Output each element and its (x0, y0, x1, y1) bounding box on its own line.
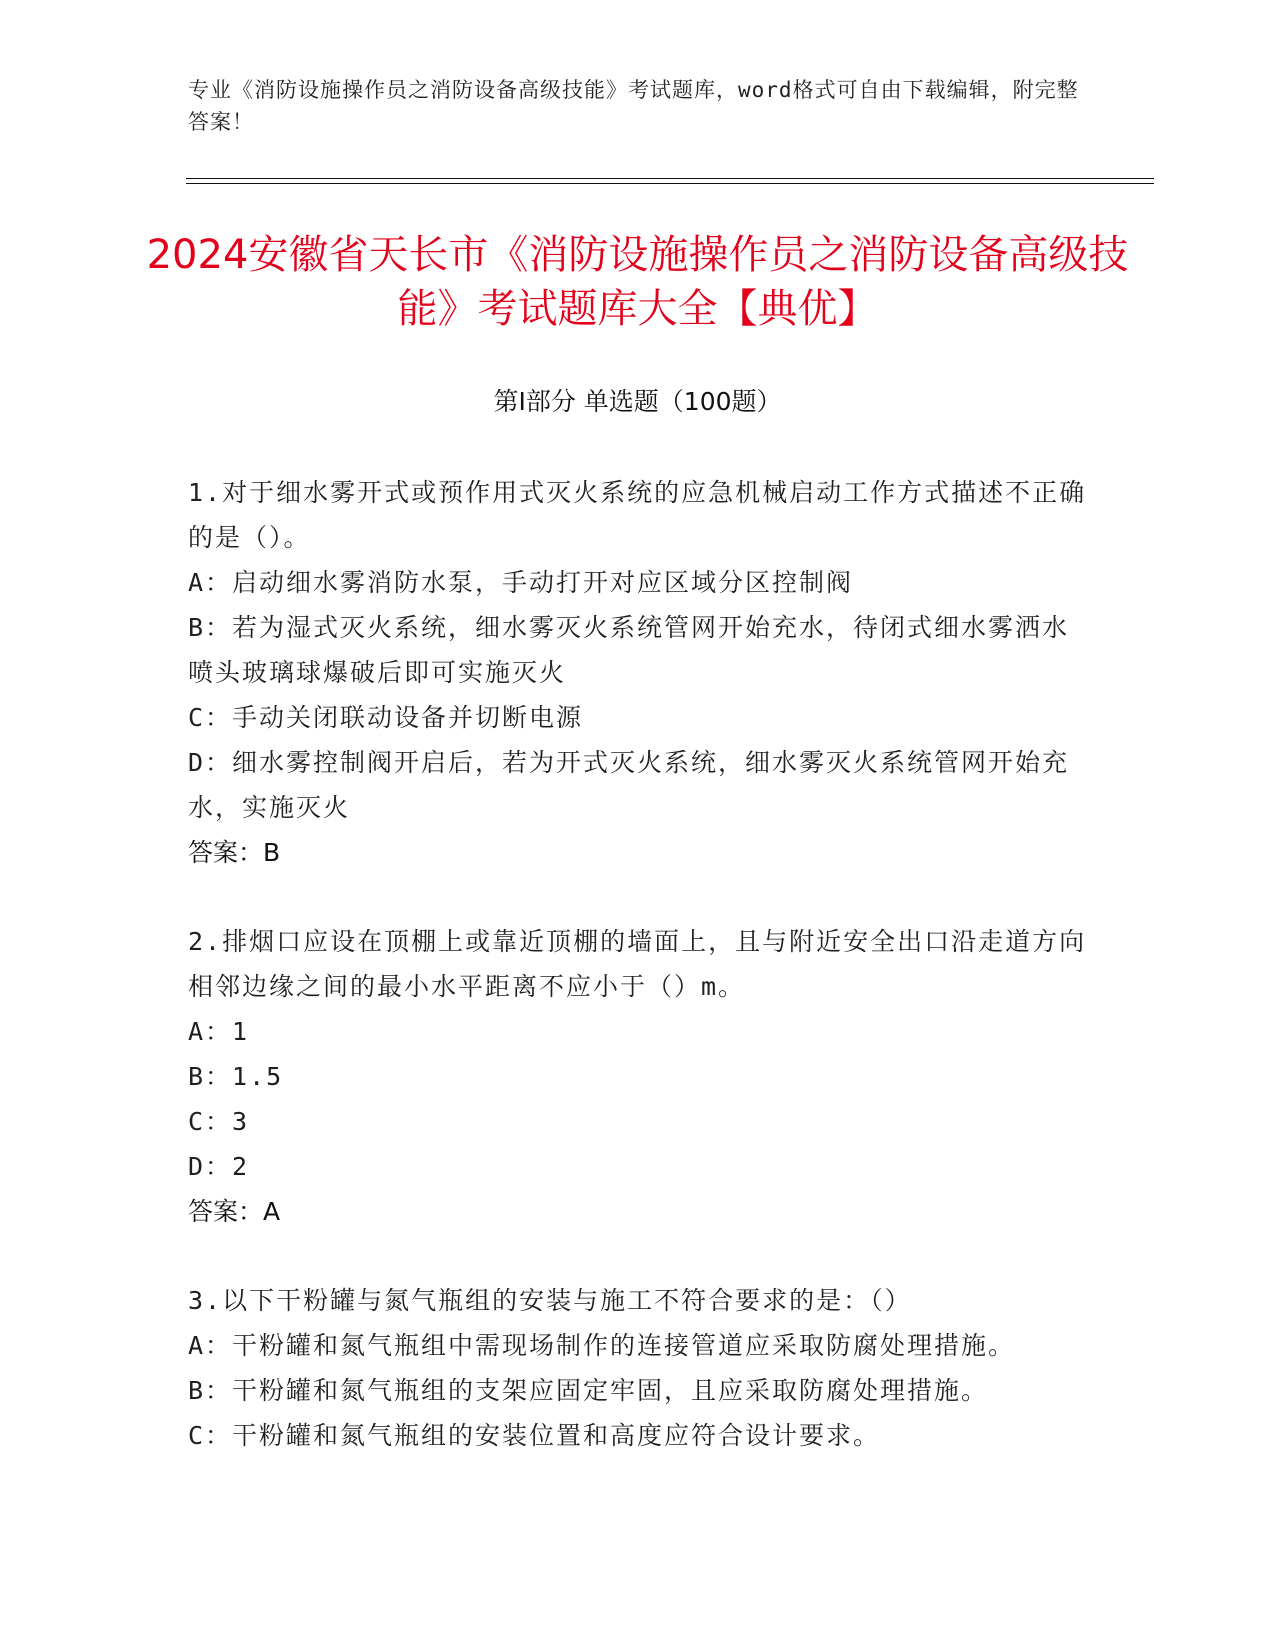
header-divider-bottom (186, 183, 1154, 184)
question-stem: 3.以下干粉罐与氮气瓶组的安装与施工不符合要求的是：（） (188, 1286, 912, 1315)
option-a: A：干粉罐和氮气瓶组中需现场制作的连接管道应采取防腐处理措施。 (188, 1331, 1016, 1360)
header-note: 专业《消防设施操作员之消防设备高级技能》考试题库，word格式可自由下载编辑，附完整答案！ (188, 78, 1079, 134)
section-heading: 第Ⅰ部分 单选题（100题） (493, 387, 782, 416)
option-c: C：手动关闭联动设备并切断电源 (188, 703, 584, 732)
document-title: 2024安徽省天长市《消防设施操作员之消防设备高级技能》考试题库大全【典优】 (146, 232, 1129, 332)
header-divider-top (186, 178, 1154, 179)
question-1 (188, 470, 1088, 875)
option-c: C：干粉罐和氮气瓶组的安装位置和高度应符合设计要求。 (188, 1421, 881, 1450)
question-list (188, 470, 1088, 1502)
option-d: D：细水雾控制阀开启后，若为开式灭火系统，细水雾灭火系统管网开始充水，实施灭火 (188, 748, 1070, 822)
option-a: A：启动细水雾消防水泵，手动打开对应区域分区控制阀 (188, 568, 854, 597)
option-c: C：3 (188, 1107, 250, 1136)
option-b: B：1.5 (188, 1062, 284, 1091)
option-b: B：若为湿式灭火系统，细水雾灭火系统管网开始充水，待闭式细水雾洒水喷头玻璃球爆破后即可实施灭火 (188, 613, 1070, 687)
answer-label: 答案：B (188, 838, 281, 867)
option-a: A：1 (188, 1017, 250, 1046)
option-b: B：干粉罐和氮气瓶组的支架应固定牢固，且应采取防腐处理措施。 (188, 1376, 989, 1405)
question-2 (188, 919, 1088, 1234)
question-3 (188, 1278, 1088, 1458)
question-stem: 1.对于细水雾开式或预作用式灭火系统的应急机械启动工作方式描述不正确的是（）。 (188, 478, 1087, 552)
option-d: D：2 (188, 1152, 250, 1181)
question-stem: 2.排烟口应设在顶棚上或靠近顶棚的墙面上，且与附近安全出口沿走道方向相邻边缘之间的最小水平距离不应小于（）m。 (188, 927, 1087, 1001)
answer-label: 答案：A (188, 1197, 281, 1226)
